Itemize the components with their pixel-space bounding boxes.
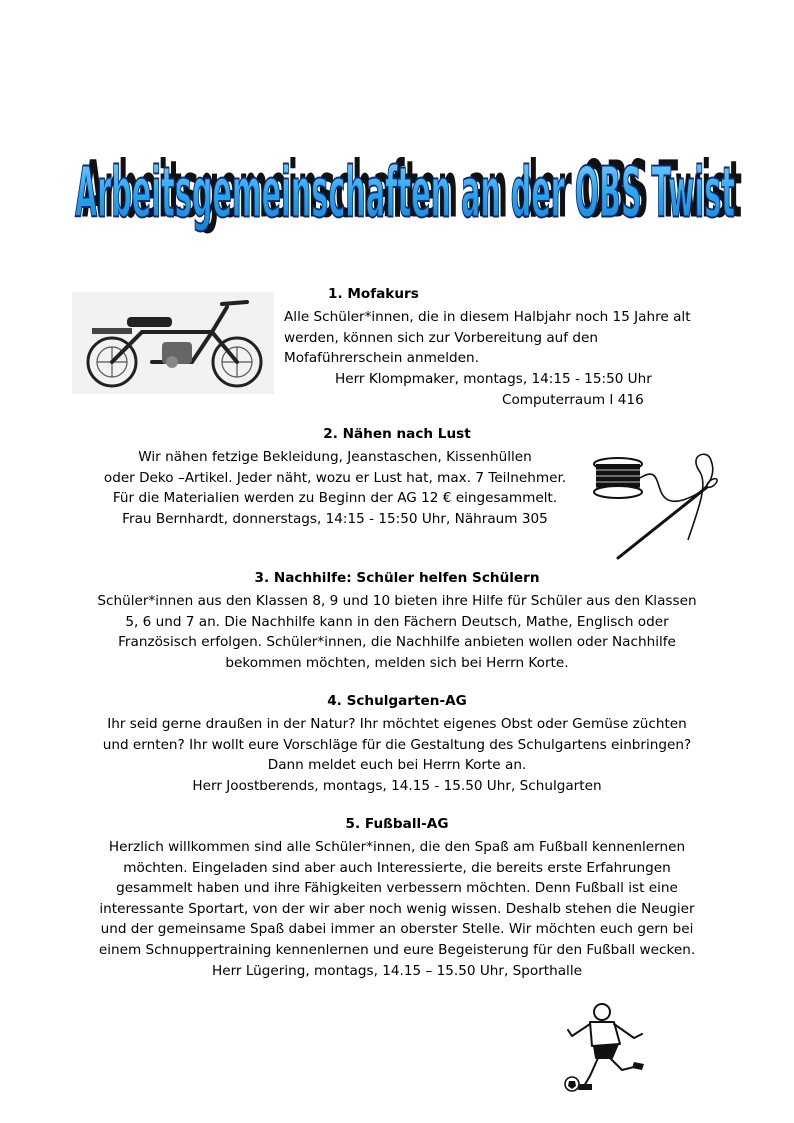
- section-5-line: möchten. Eingeladen sind aber auch Interessierte, die bereits erste Erfahrungen: [123, 859, 671, 876]
- section-4-line: und ernten? Ihr wollt eure Vorschläge für die Gestaltung des Schulgartens einbringen?: [102, 736, 692, 753]
- section-5-line: Herzlich willkommen sind alle Schüler*innen, die den Spaß am Fußball kennenlernen: [108, 839, 686, 855]
- section-5-line: Herr Lügering, montags, 14.15 – 15.50 Uhr, Sporthalle: [212, 962, 582, 979]
- section-3-body: [40, 591, 754, 673]
- soccer-player-icon: [562, 1000, 648, 1096]
- page-title: Arbeitsgemeinschaften an der OBS Twist: [75, 153, 736, 234]
- section-1-line: Mofaführerschein anmelden.: [284, 350, 479, 367]
- section-5-line: einem Schnuppertraining kennenlernen und eure Begeisterung für den Fußball wecken.: [98, 941, 696, 958]
- section-3-line: Schüler*innen aus den Klassen 8, 9 und 10 bieten ihre Hilfe für Schüler aus den Klassen: [97, 593, 697, 609]
- section-1-body: [284, 307, 754, 369]
- section-3-heading: 3. Nachhilfe: Schüler helfen Schülern: [254, 570, 540, 586]
- section-3-line: 5, 6 und 7 an. Die Nachhilfe kann in den Fächern Deutsch, Mathe, Englisch oder: [125, 613, 669, 630]
- section-5-line: interessante Sportart, von der wir aber noch wenig wissen. Deshalb stehen die Neugier: [99, 900, 695, 917]
- section-1-teacher: Herr Klompmaker, montags, 14:15 - 15:50 Uhr: [335, 371, 652, 387]
- section-5-heading: 5. Fußball-AG: [345, 816, 449, 832]
- section-1-heading: 1. Mofakurs: [328, 286, 419, 302]
- section-4-line: Dann meldet euch bei Herrn Korte an.: [267, 757, 527, 774]
- page-title-wordart: [60, 138, 750, 238]
- section-2-line: Wir nähen fetzige Bekleidung, Jeanstaschen, Kissenhüllen: [138, 449, 532, 465]
- section-3-line: Französisch erfolgen. Schüler*innen, die Nachhilfe anbieten wollen oder Nachhilfe: [118, 634, 676, 651]
- section-5-line: und der gemeinsame Spaß dabei immer an oberster Stelle. Wir möchten euch gern bei: [100, 921, 694, 938]
- section-1-room: Computerraum I 416: [502, 392, 644, 408]
- section-4-heading: 4. Schulgarten-AG: [327, 693, 467, 709]
- section-5-line: gesammelt haben und ihre Fähigkeiten verbessern möchten. Denn Fußball ist eine: [116, 880, 678, 897]
- section-2-line: oder Deko –Artikel. Jeder näht, wozu er Lust hat, max. 7 Teilnehmer.: [103, 469, 567, 486]
- section-2-heading: 2. Nähen nach Lust: [323, 426, 471, 442]
- section-1-line: werden, können sich zur Vorbereitung auf den: [284, 329, 598, 346]
- section-1-line: Alle Schüler*innen, die in diesem Halbjahr noch 15 Jahre alt: [284, 309, 691, 325]
- section-3-line: bekommen möchten, melden sich bei Herrn Korte.: [225, 654, 569, 671]
- section-5-body: [40, 837, 754, 981]
- section-4-line: Herr Joostberends, montags, 14.15 - 15.50 Uhr, Schulgarten: [192, 777, 602, 794]
- section-4-line: Ihr seid gerne draußen in der Natur? Ihr möchtet eigenes Obst oder Gemüse züchten: [107, 716, 687, 732]
- needle-thread-icon: [588, 450, 728, 566]
- section-2-line: Für die Materialien werden zu Beginn der AG 12 € eingesammelt.: [112, 490, 558, 507]
- section-4-body: [40, 714, 754, 796]
- page-title-shadow: Arbeitsgemeinschaften an der OBS Twist: [82, 144, 742, 236]
- section-2-body: [80, 447, 590, 529]
- section-2-line: Frau Bernhardt, donnerstags, 14:15 - 15:50 Uhr, Nähraum 305: [122, 510, 548, 527]
- moped-icon: [72, 292, 274, 394]
